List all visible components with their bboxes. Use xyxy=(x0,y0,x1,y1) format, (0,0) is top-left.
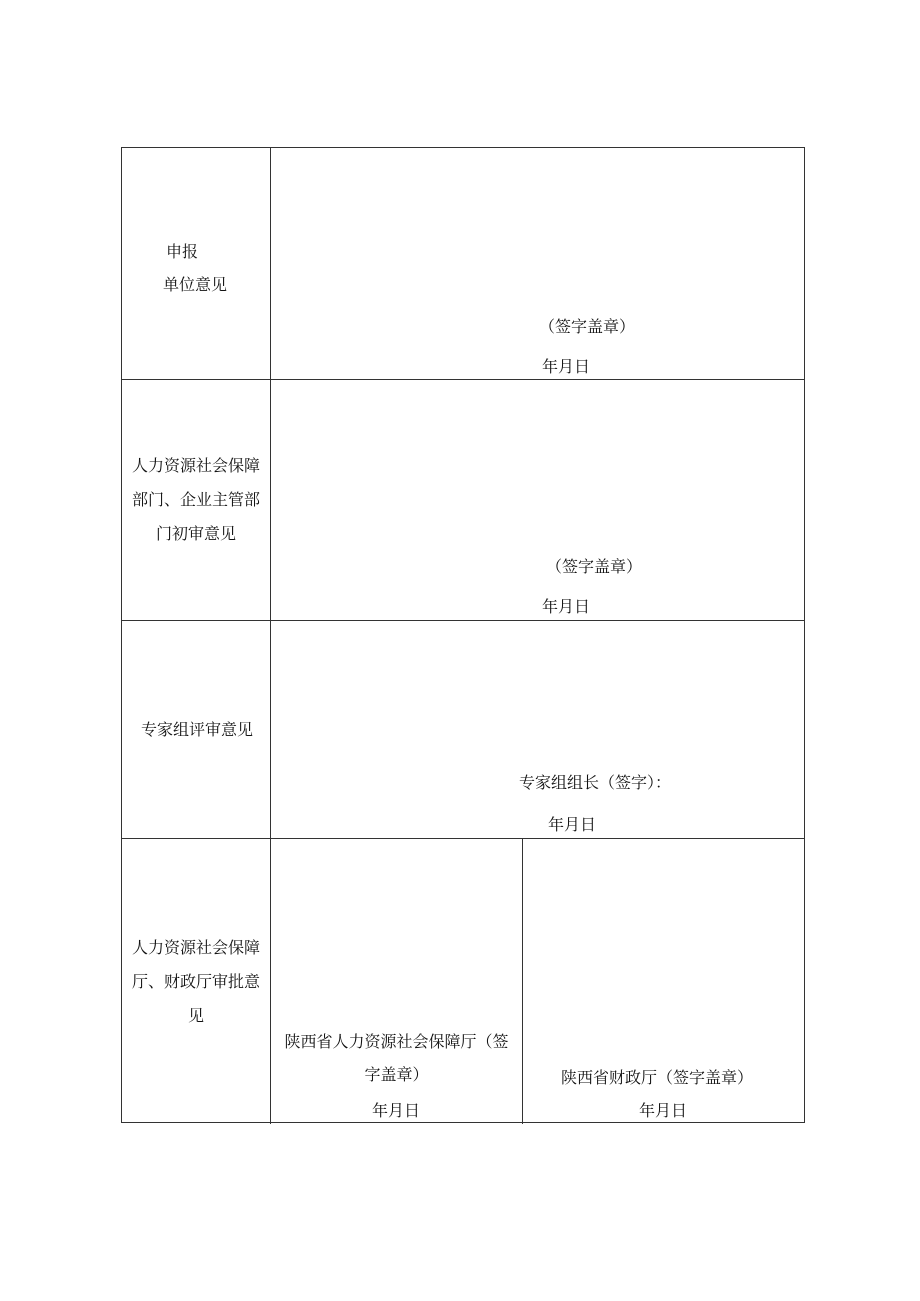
final-approval-content xyxy=(271,839,804,1124)
hr-initial-sign-note: （签字盖章） xyxy=(546,557,643,576)
expert-review-row xyxy=(122,621,804,839)
finance-dept-date: 年月日 xyxy=(639,1101,688,1120)
approval-form-table xyxy=(121,147,805,1123)
final-approval-row xyxy=(122,839,804,1124)
finance-dept-sign: 陕西省财政厅（签字盖章） xyxy=(561,1068,754,1087)
hr-dept-sign-line1: 陕西省人力资源社会保障厅（签 xyxy=(284,1032,509,1051)
applicant-date: 年月日 xyxy=(542,357,591,376)
approval-label-line2: 厅、财政厅审批意 xyxy=(131,971,260,991)
hr-initial-review-row xyxy=(122,380,804,621)
hr-initial-label-line1: 人力资源社会保障 xyxy=(131,456,260,475)
expert-date: 年月日 xyxy=(548,815,597,834)
hr-dept-date: 年月日 xyxy=(372,1101,421,1120)
hr-initial-label-line3: 门初审意见 xyxy=(155,524,236,543)
finance-dept-approval-cell[interactable] xyxy=(523,839,804,1124)
expert-review-label-cell xyxy=(122,621,271,838)
hr-dept-sign-line2: 字盖章） xyxy=(364,1065,429,1084)
hr-initial-review-content[interactable] xyxy=(271,380,804,620)
approval-label-line3: 见 xyxy=(187,1005,204,1025)
approval-label-line1: 人力资源社会保障 xyxy=(131,937,260,957)
applicant-opinion-content[interactable] xyxy=(271,148,804,379)
expert-review-content[interactable] xyxy=(271,621,804,838)
hr-dept-approval-cell[interactable] xyxy=(271,839,522,1124)
applicant-opinion-label-cell xyxy=(122,148,271,379)
hr-initial-review-label-cell xyxy=(122,380,271,620)
hr-initial-date: 年月日 xyxy=(542,597,591,616)
expert-sign-note: 专家组组长（签字）： xyxy=(519,773,672,792)
applicant-label-line2: 单位意见 xyxy=(163,275,228,294)
hr-initial-label-line2: 部门、企业主管部 xyxy=(131,490,260,509)
applicant-label-line1: 申报 xyxy=(166,242,199,261)
applicant-opinion-row xyxy=(122,148,804,380)
applicant-sign-note: （签字盖章） xyxy=(539,317,636,336)
final-approval-label-cell xyxy=(122,839,271,1124)
expert-review-label: 专家组评审意见 xyxy=(140,719,253,739)
